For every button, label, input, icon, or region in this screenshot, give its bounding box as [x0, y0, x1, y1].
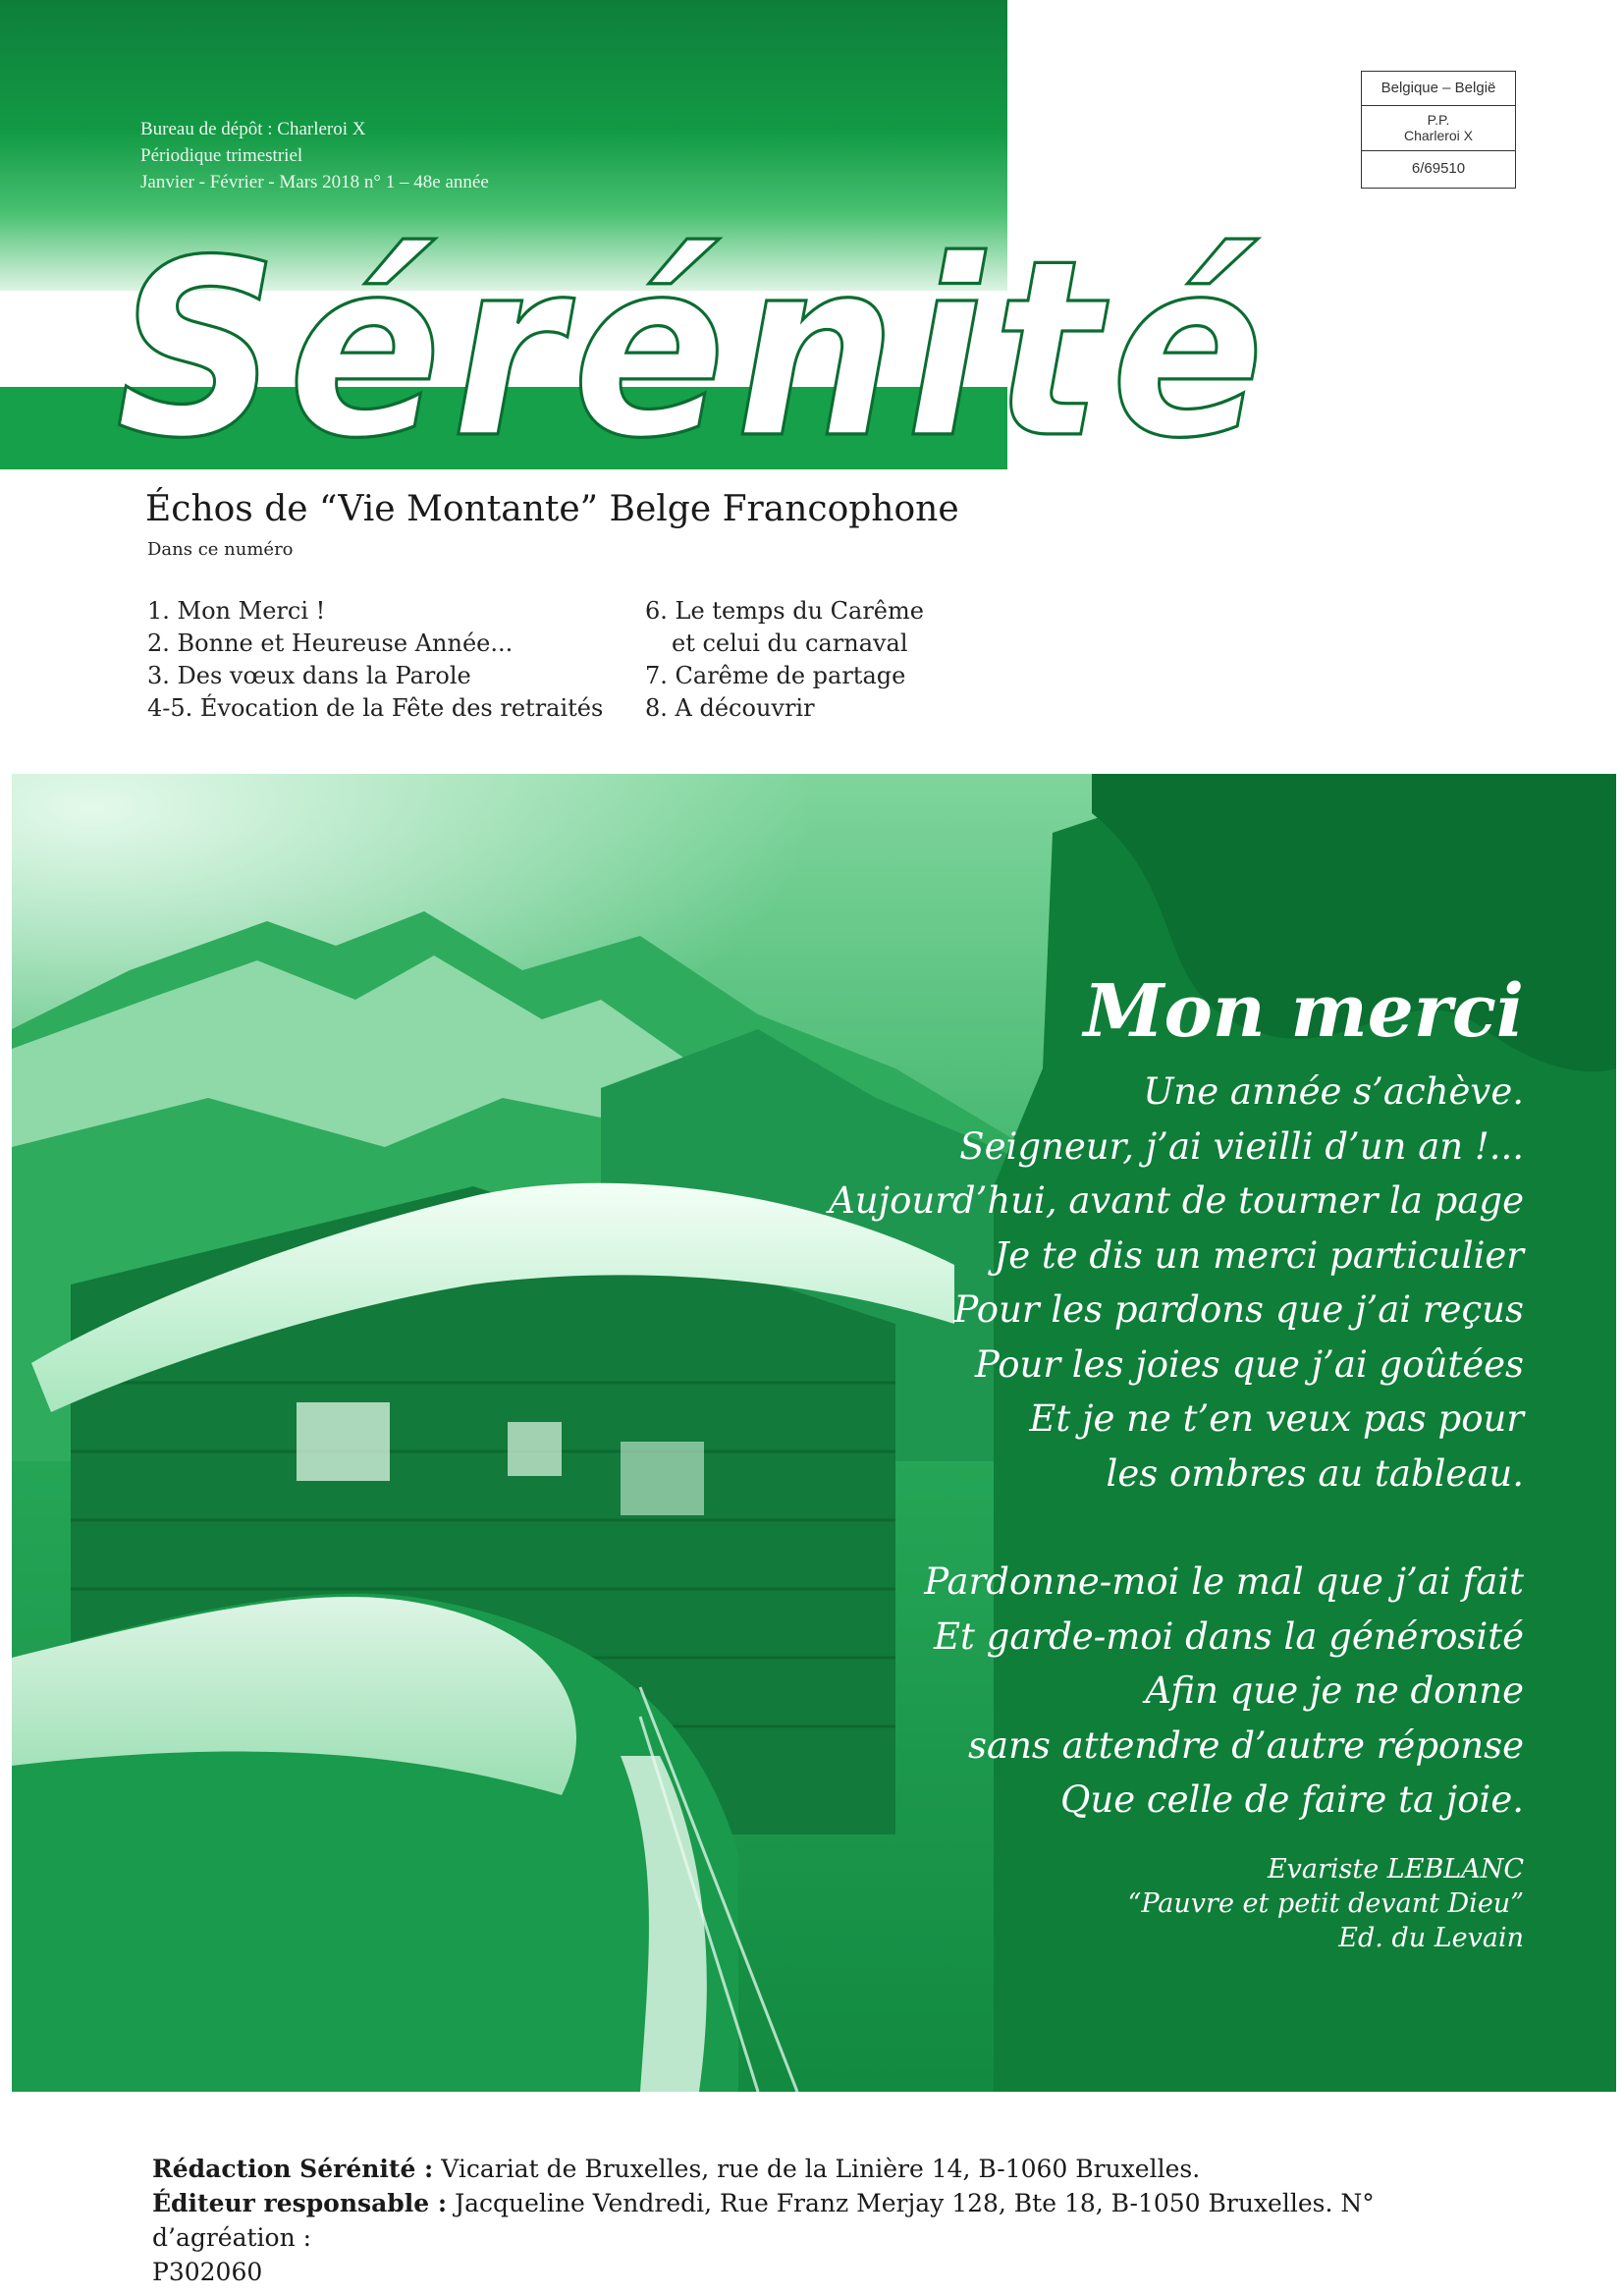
poem-line: Je te dis un merci particulier [994, 1233, 1524, 1277]
contents-item: 8. A découvrir [645, 694, 815, 722]
editor-label: Éditeur responsable : [152, 2189, 448, 2217]
poem-publisher: Ed. du Levain [1338, 1923, 1524, 1953]
editor-line [152, 2186, 1507, 2255]
page-subtitle: Échos de “Vie Montante” Belge Francophone [145, 489, 959, 529]
poem-source: “Pauvre et petit devant Dieu” [1127, 1888, 1524, 1919]
poem-line: sans attendre d’autre réponse [968, 1723, 1524, 1767]
poem-line: Et garde-moi dans la générosité [934, 1614, 1524, 1658]
poem-line: Pardonne-moi le mal que j’ai fait [924, 1560, 1524, 1603]
poem-line: Que celle de faire ta joie. [1060, 1778, 1524, 1821]
postal-office: Charleroi X [1403, 128, 1474, 143]
poem [829, 960, 1524, 1828]
periodicity: Périodique trimestriel [140, 145, 303, 166]
poem-line: Une année s’achève. [1143, 1070, 1524, 1113]
contents-item: 7. Carême de partage [645, 662, 906, 689]
footer-imprint [152, 2152, 1507, 2289]
masthead-title: Sérénité [116, 208, 1274, 493]
postal-pp: P.P. [1427, 112, 1450, 128]
poem-credit [1128, 1852, 1524, 1955]
redaction-label: Rédaction Sérénité : [152, 2155, 434, 2183]
deposit-office: Bureau de dépôt : Charleroi X [140, 119, 366, 139]
redaction-line [152, 2152, 1507, 2186]
postal-number: 6/69510 [1411, 160, 1466, 177]
poem-line: Pour les joies que j’ai goûtées [974, 1342, 1524, 1386]
poem-line: Et je ne t’en veux pas pour [1029, 1397, 1524, 1440]
editor-address: Jacqueline Vendredi, Rue Franz Merjay 128, Bte 18, B-1050 Bruxelles. N° d’agréation : [152, 2189, 1375, 2252]
contents-list-left [147, 595, 603, 725]
contents-item: 1. Mon Merci ! [147, 597, 326, 625]
poem-author: Evariste LEBLANC [1267, 1854, 1524, 1885]
poem-line: Afin que je ne donne [1145, 1669, 1524, 1712]
poem-title: Mon merci [1083, 969, 1524, 1054]
postal-mark [1361, 71, 1516, 189]
postal-office-block [1362, 106, 1515, 151]
contents-list-right [645, 595, 924, 725]
contents-item: 4-5. Évocation de la Fête des retraités [147, 694, 604, 722]
contents-item: 2. Bonne et Heureuse Année... [147, 629, 514, 657]
postal-country: Belgique – België [1362, 72, 1515, 106]
poem-line: Aujourd’hui, avant de tourner la page [829, 1179, 1524, 1222]
issue-date: Janvier - Février - Mars 2018 n° 1 – 48e année [140, 172, 489, 192]
agreation-number: P302060 [152, 2258, 263, 2286]
contents-item: et celui du carnaval [672, 629, 908, 657]
contents-heading: Dans ce numéro [147, 539, 294, 560]
contents-item: 6. Le temps du Carême [645, 597, 924, 625]
poem-line: Seigneur, j’ai vieilli d’un an !... [959, 1124, 1524, 1168]
poem-line: Pour les pardons que j’ai reçus [953, 1288, 1524, 1331]
stanza-gap [829, 1501, 1524, 1555]
publication-info [140, 116, 489, 195]
contents-item: 3. Des vœux dans la Parole [147, 662, 471, 689]
redaction-address: Vicariat de Bruxelles, rue de la Linière 14, B-1060 Bruxelles. [433, 2155, 1201, 2183]
poem-line: les ombres au tableau. [1106, 1451, 1524, 1495]
